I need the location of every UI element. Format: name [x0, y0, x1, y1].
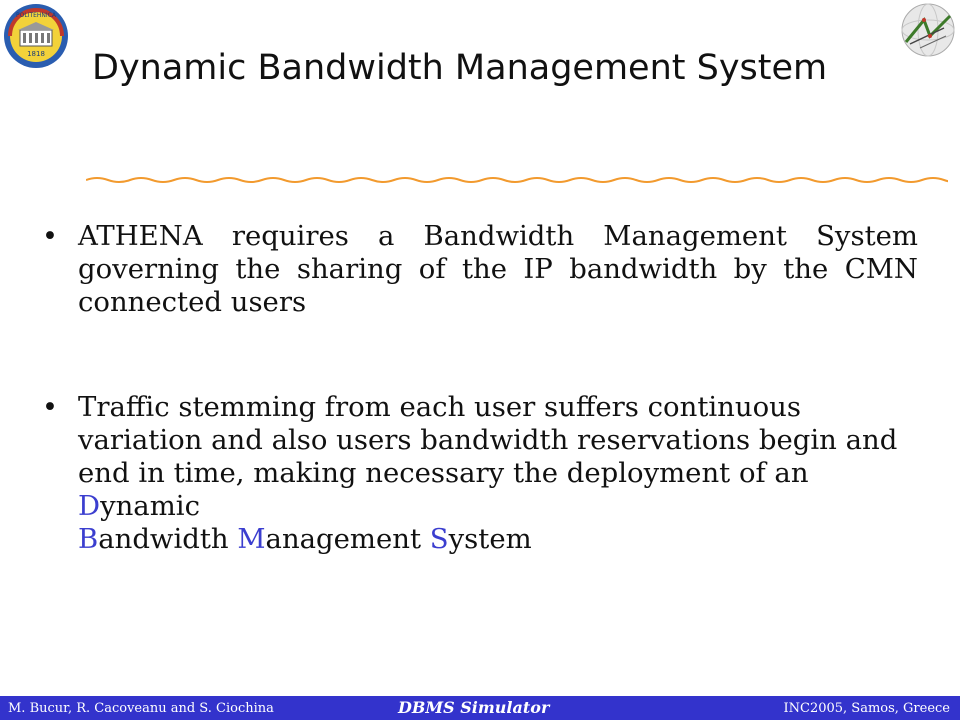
bullet-text-part: Traffic stemming from each user suffers continuous variation and also users bandwidth reservations begin and end in time, making necessary the deployment of an	[78, 391, 898, 489]
footer-bar	[0, 696, 960, 720]
university-logo	[2, 2, 70, 70]
svg-text:POLITEHNICA: POLITEHNICA	[16, 12, 56, 19]
bullet-item	[38, 391, 918, 556]
footer-venue: INC2005, Samos, Greece	[783, 701, 950, 716]
network-globe-icon	[900, 2, 956, 58]
bullet-text-part: ystem	[448, 523, 532, 555]
bullet-text: ATHENA requires a Bandwidth Management System governing the sharing of the IP bandwidth by the CMN connected users	[78, 220, 918, 318]
bullet-dot: •	[42, 392, 58, 423]
footer-title: DBMS Simulator	[398, 698, 550, 717]
bullet-item	[38, 220, 918, 319]
bullet-text-part: anagement	[265, 523, 430, 555]
slide-title: Dynamic Bandwidth Management System	[92, 48, 828, 88]
highlight-letter: S	[429, 523, 449, 555]
university-seal-icon	[2, 2, 70, 70]
svg-text:1818: 1818	[27, 50, 45, 58]
bullet-text-part: ynamic	[100, 490, 200, 522]
bullet-dot: •	[42, 221, 58, 252]
footer-authors: M. Bucur, R. Cacoveanu and S. Ciochina	[8, 701, 274, 716]
wavy-divider	[86, 172, 948, 188]
highlight-letter: B	[78, 523, 99, 555]
highlight-letter: M	[237, 523, 266, 555]
bullet-text-part: andwidth	[98, 523, 238, 555]
highlight-letter: D	[78, 490, 101, 522]
conference-logo	[900, 2, 956, 58]
wavy-divider-line	[86, 172, 948, 188]
bullet-list	[38, 220, 918, 556]
